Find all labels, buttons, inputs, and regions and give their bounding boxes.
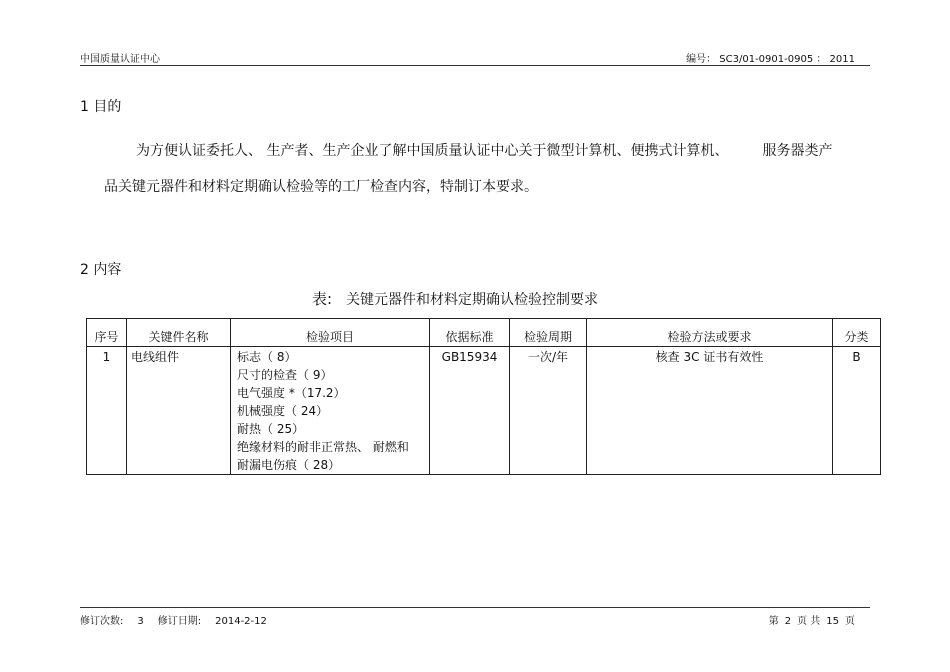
- header-standard: 依据标准: [430, 319, 510, 347]
- revision-date-label: 修订日期:: [157, 616, 202, 627]
- cell-name: 电线组件: [127, 347, 231, 475]
- cell-category: B: [833, 347, 881, 475]
- section-1-title: 1 目的: [80, 99, 122, 115]
- section-1-paragraph-line2: 品关键元器件和材料定期确认检验等的工厂检查内容，特制订本要求。: [104, 179, 538, 195]
- inspection-item: 机械强度（ 24）: [237, 404, 329, 418]
- footer-page-info: [763, 612, 855, 627]
- inspection-item: 绝缘材料的耐非正常热、 耐燃和: [237, 440, 409, 454]
- table-row: [87, 347, 881, 475]
- header-category: 分类: [833, 319, 881, 347]
- cell-method: 核查 3C 证书有效性: [587, 347, 833, 475]
- header-divider: [80, 65, 870, 66]
- revision-date: 2014-2-12: [215, 616, 267, 627]
- inspection-item: 尺寸的检查（ 9）: [237, 368, 333, 382]
- page-suffix: 页: [845, 616, 855, 627]
- cell-standard: GB15934: [430, 347, 510, 475]
- page-mid: 页 共: [797, 616, 821, 627]
- paragraph-text-part1: 为方便认证委托人、 生产者、生产企业了解中国质量认证中心关于微型计算机、便携式计算机、: [136, 143, 729, 159]
- cell-no: 1: [87, 347, 127, 475]
- inspection-item: 电气强度 *（17.2）: [237, 386, 346, 400]
- table-title: [312, 288, 598, 309]
- header-no: 序号: [87, 319, 127, 347]
- footer-revision-info: [80, 612, 281, 627]
- paragraph-text-part2: 服务器类产: [762, 143, 833, 159]
- header-period: 检验周期: [510, 319, 587, 347]
- table-header-row: [87, 319, 881, 347]
- page-prefix: 第: [768, 616, 779, 627]
- header-code-label: 编号：: [686, 54, 717, 65]
- header-items: 检验项目: [231, 319, 430, 347]
- page-total: 15: [826, 616, 839, 627]
- header-code-value: SC3/01-0901-0905 ： 2011: [719, 54, 855, 65]
- inspection-item: 耐热（ 25）: [237, 422, 305, 436]
- section-1-paragraph-line1: [136, 140, 832, 160]
- header-name: 关键件名称: [127, 319, 231, 347]
- header-method: 检验方法或要求: [587, 319, 833, 347]
- page-number: 2: [784, 616, 792, 627]
- revision-count-label: 修订次数:: [80, 616, 124, 627]
- header-document-code: [686, 50, 855, 65]
- header-org: 中国质量认证中心: [80, 54, 160, 65]
- cell-period: 一次/年: [510, 347, 587, 475]
- revision-count: 3: [137, 616, 144, 627]
- cell-items: [231, 347, 430, 475]
- requirements-table: [86, 318, 881, 475]
- table-title-text: 关键元器件和材料定期确认检验控制要求: [346, 292, 599, 308]
- footer-divider: [80, 607, 870, 608]
- table-title-prefix: 表:: [312, 290, 333, 308]
- inspection-item: 标志（ 8）: [237, 350, 297, 364]
- section-2-title: 2 内容: [80, 262, 122, 278]
- inspection-item: 耐漏电伤痕（ 28）: [237, 458, 341, 472]
